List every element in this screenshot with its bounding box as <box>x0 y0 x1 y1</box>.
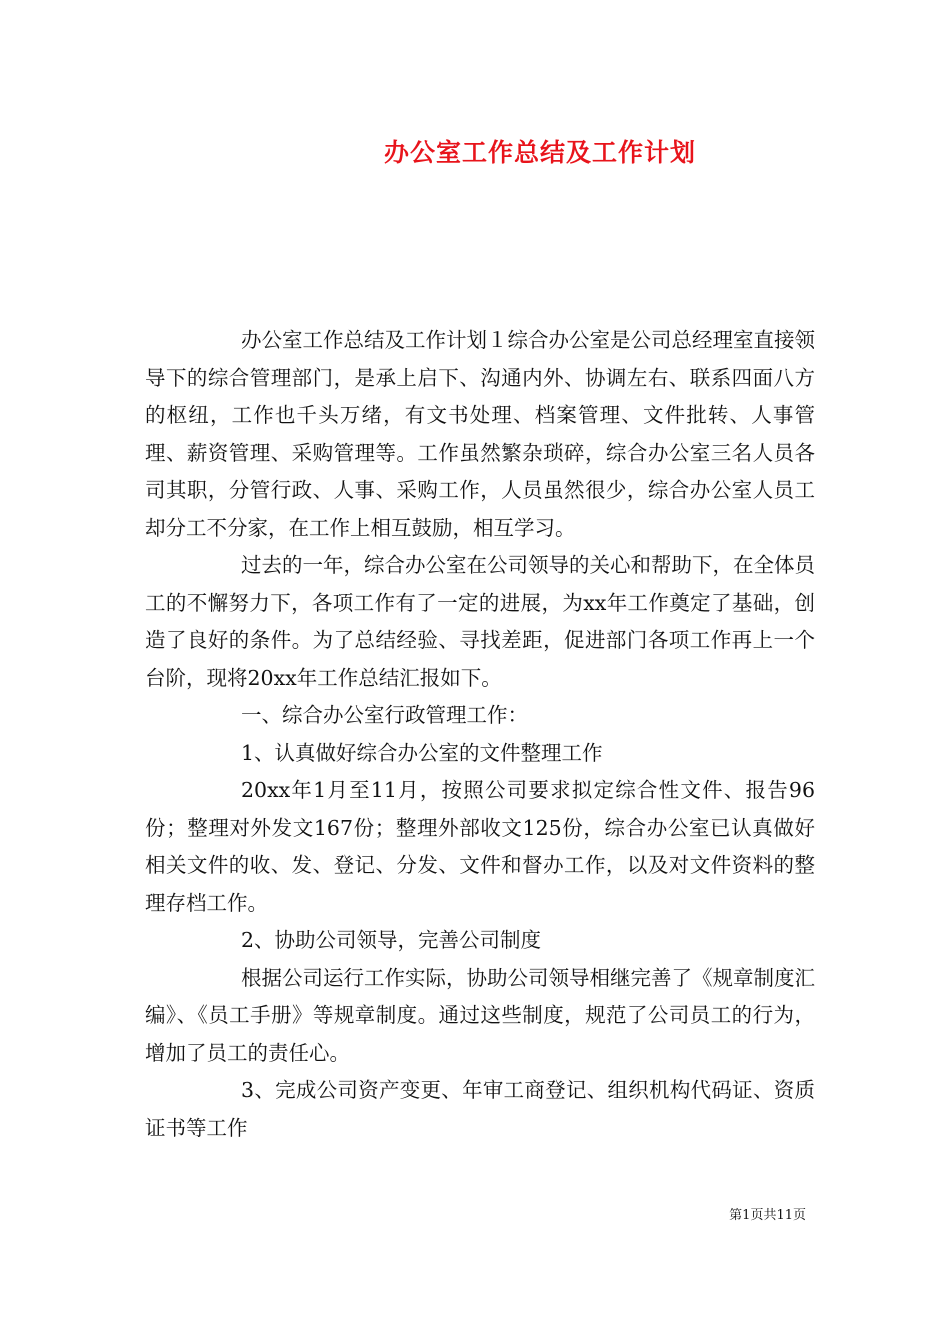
document-title: 办公室工作总结及工作计划 <box>383 138 696 167</box>
page-number: 第1页共11页 <box>729 1208 806 1223</box>
paragraph-file-work: 20xx年1月至11月，按照公司要求拟定综合性文件、报告96份；整理对外发文167份；整理外部收文125份，综合办公室已认真做好相关文件的收、发、登记、分发、文件和督办工作，以及对文件资料的整理存档工作。 <box>145 778 815 915</box>
subheading-regulations: 2、协助公司领导，完善公司制度 <box>241 928 542 952</box>
section-heading-admin: 一、综合办公室行政管理工作： <box>241 703 528 727</box>
paragraph-review: 过去的一年，综合办公室在公司领导的关心和帮助下，在全体员工的不懈努力下，各项工作有了一定的进展，为xx年工作奠定了基础，创造了良好的条件。为了总结经验、寻找差距，促进部门各项工作再上一个台阶，现将20xx年工作总结汇报如下。 <box>145 553 815 690</box>
subheading-asset-change: 3、完成公司资产变更、年审工商登记、组织机构代码证、资质证书等工作 <box>145 1078 815 1140</box>
subheading-file-work: 1、认真做好综合办公室的文件整理工作 <box>241 740 603 765</box>
document-body <box>145 322 815 1147</box>
paragraph-intro: 办公室工作总结及工作计划１综合办公室是公司总经理室直接领导下的综合管理部门，是承上启下、沟通内外、协调左右、联系四面八方的枢纽，工作也千头万绪，有文书处理、档案管理、文件批转、人事管理、薪资管理、采购管理等。工作虽然繁杂琐碎，综合办公室三名人员各司其职，分管行政、人事、采购工作，人员虽然很少，综合办公室人员工却分工不分家，在工作上相互鼓励，相互学习。 <box>145 328 815 540</box>
paragraph-regulations: 根据公司运行工作实际，协助公司领导相继完善了《规章制度汇编》、《员工手册》等规章制度。通过这些制度，规范了公司员工的行为，增加了员工的责任心。 <box>145 965 815 1065</box>
